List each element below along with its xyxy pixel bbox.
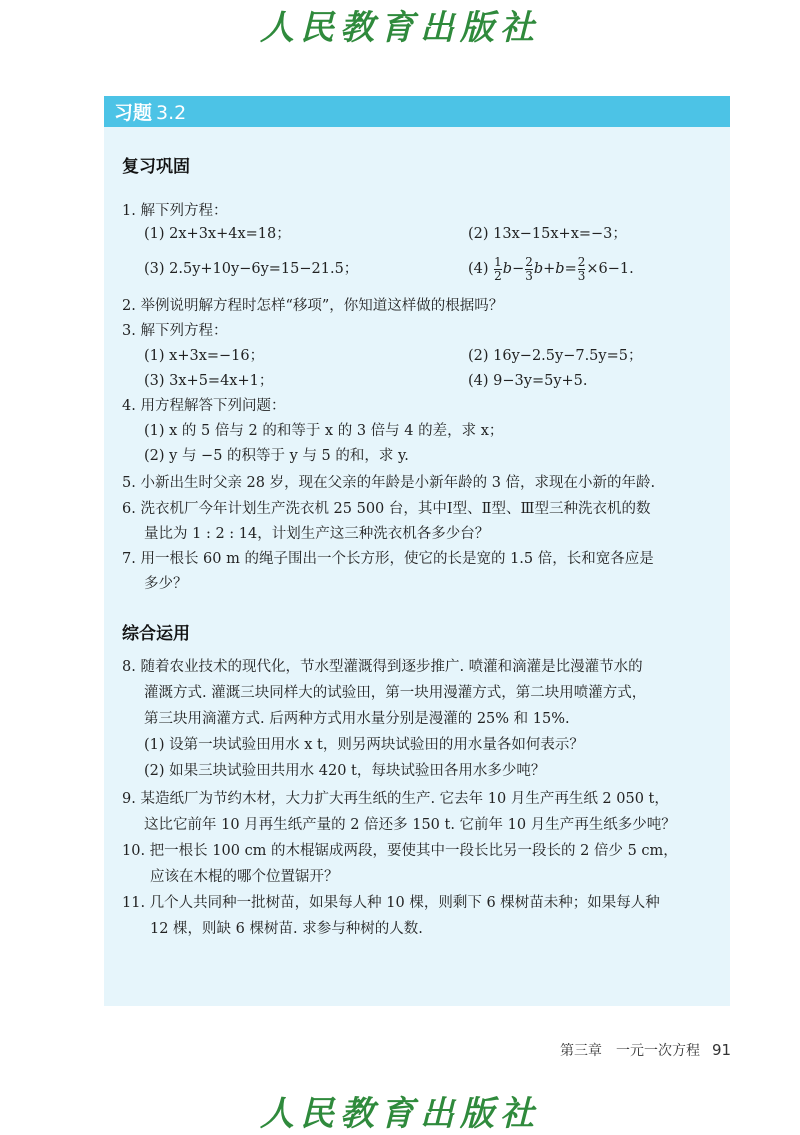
q9-line2: 这比它前年 10 月再生纸产量的 2 倍还多 150 t. 它前年 10 月生产再生纸多少吨？ <box>144 817 676 833</box>
q1-part3: (3) 2.5y+10y−6y=15−21.5； <box>144 261 359 277</box>
q1-part4 <box>468 253 634 285</box>
panel-title <box>114 98 186 125</box>
q8-line2: 灌溉方式. 灌溉三块同样大的试验田，第一块用漫灌方式，第二块用喷灌方式， <box>144 685 647 701</box>
q4-stem: 4. 用方程解答下列问题： <box>122 398 286 414</box>
fraction-one-half: $\frac{1}{2}$ <box>494 254 502 283</box>
q3-part4: (4) 9−3y=5y+5. <box>468 373 588 389</box>
q5-text: 5. 小新出生时父亲 28 岁，现在父亲的年龄是小新年龄的 3 倍，求现在小新的年龄. <box>122 475 656 491</box>
panel-header <box>104 96 730 127</box>
q1-part4-label: (4) <box>468 261 489 277</box>
q8-part2: (2) 如果三块试验田共用水 420 t，每块试验田各用水多少吨？ <box>144 763 546 779</box>
q1-part4-seg2: b+b= <box>533 261 577 277</box>
q1-part4-seg1: b− <box>502 261 525 277</box>
publisher-logo-bottom: 人民教育出版社 <box>260 1094 540 1134</box>
fraction-two-thirds-b: $\frac{2}{3}$ <box>577 254 586 283</box>
q8-line3: 第三块用滴灌方式. 后两种方式用水量分别是漫灌的 25% 和 15%. <box>144 711 570 727</box>
q1-part1: (1) 2x+3x+4x=18； <box>144 226 291 242</box>
q6-line2: 量比为 1 : 2 : 14，计划生产这三种洗衣机各多少台？ <box>144 526 490 542</box>
q8-part1: (1) 设第一块试验田用水 x t，则另两块试验田的用水量各如何表示？ <box>144 737 584 753</box>
page-footer <box>560 1040 731 1060</box>
panel-title-label: 习题 <box>114 102 153 124</box>
q3-part1: (1) x+3x=−16； <box>144 348 265 364</box>
q6-line1: 6. 洗衣机厂今年计划生产洗衣机 25 500 台，其中Ⅰ型、Ⅱ型、Ⅲ型三种洗衣机的数 <box>122 501 651 517</box>
section-review-heading: 复习巩固 <box>122 157 190 177</box>
section-apply-heading: 综合运用 <box>122 624 190 644</box>
q3-part3: (3) 3x+5=4x+1； <box>144 373 274 389</box>
q11-line2: 12 棵，则缺 6 棵树苗. 求参与种树的人数. <box>150 921 423 937</box>
exercise-panel <box>104 96 730 1006</box>
publisher-logo-top: 人民教育出版社 <box>260 8 540 48</box>
q1-stem: 1. 解下列方程： <box>122 203 228 219</box>
q1-part4-tail: ×6−1. <box>586 261 634 277</box>
q4-part2: (2) y 与 −5 的积等于 y 与 5 的和，求 y. <box>144 448 409 464</box>
q8-line1: 8. 随着农业技术的现代化，节水型灌溉得到逐步推广. 喷灌和滴灌是比漫灌节水的 <box>122 659 643 675</box>
q2-text: 2. 举例说明解方程时怎样“移项”，你知道这样做的根据吗？ <box>122 298 504 314</box>
q7-line2: 多少？ <box>144 576 188 592</box>
q3-stem: 3. 解下列方程： <box>122 323 228 339</box>
q9-line1: 9. 某造纸厂为节约木材，大力扩大再生纸的生产. 它去年 10 月生产再生纸 2 050 t， <box>122 791 669 807</box>
fraction-two-thirds-a: $\frac{2}{3}$ <box>525 254 533 283</box>
page-number: 91 <box>712 1041 732 1059</box>
q3-part2: (2) 16y−2.5y−7.5y=5； <box>468 348 643 364</box>
q4-part1: (1) x 的 5 倍与 2 的和等于 x 的 3 倍与 4 的差，求 x； <box>144 423 504 439</box>
q7-line1: 7. 用一根长 60 m 的绳子围出一个长方形，使它的长是宽的 1.5 倍，长和宽各应是 <box>122 551 654 567</box>
panel-title-number: 3.2 <box>156 102 187 124</box>
q11-line1: 11. 几个人共同种一批树苗，如果每人种 10 棵，则剩下 6 棵树苗未种；如果每人种 <box>122 895 660 911</box>
q10-line2: 应该在木棍的哪个位置锯开？ <box>150 869 339 885</box>
footer-chapter: 第三章 一元一次方程 <box>560 1043 700 1059</box>
q1-part2: (2) 13x−15x+x=−3； <box>468 226 627 242</box>
q10-line1: 10. 把一根长 100 cm 的木棍锯成两段，要使其中一段长比另一段长的 2 倍少 5 cm， <box>122 843 678 859</box>
